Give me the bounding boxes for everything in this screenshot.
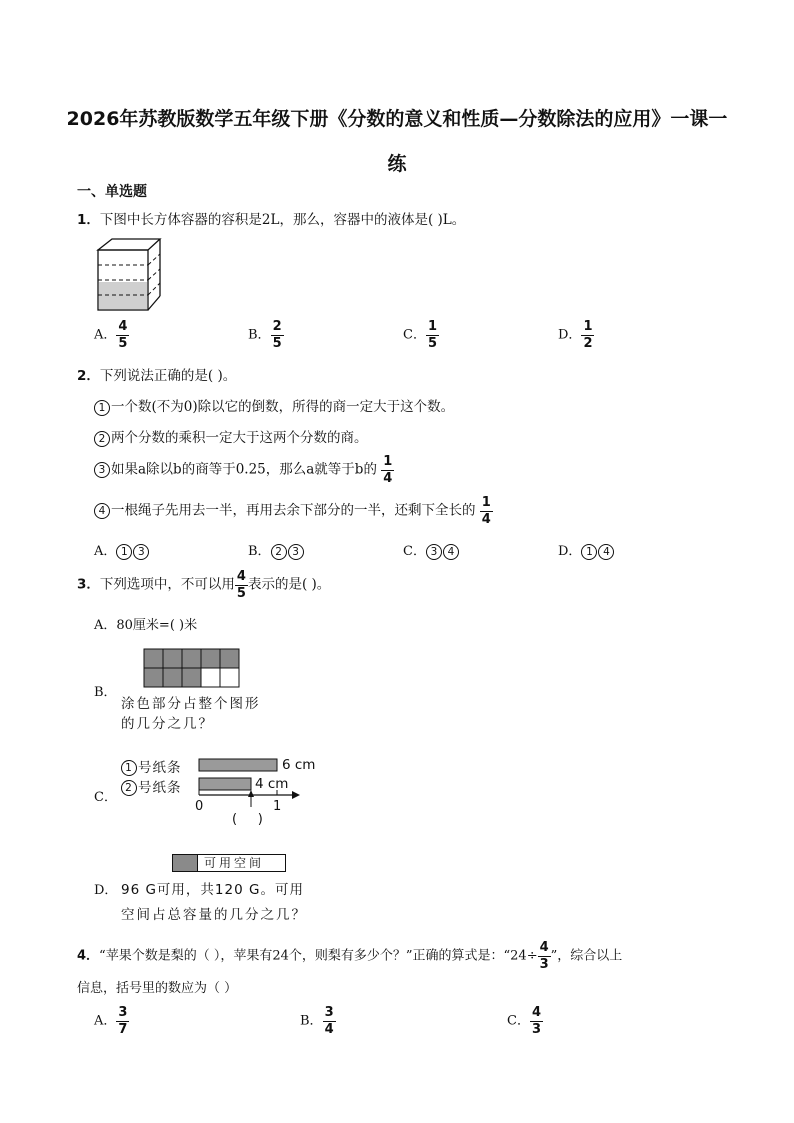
statement-text: 一根绳子先用去一半，再用去余下部分的一半，还剩下全长的 xyxy=(111,502,476,519)
q1-option-d[interactable] xyxy=(558,320,594,350)
numerator: 1 xyxy=(383,454,393,469)
statement-text: 一个数(不为0)除以它的倒数，所得的商一定大于这个数。 xyxy=(111,399,455,415)
q2-option-c[interactable] xyxy=(403,540,460,560)
statement-2 xyxy=(94,426,368,447)
denominator: 5 xyxy=(236,585,246,601)
strip-1-length: 6 cm xyxy=(282,757,316,773)
question-text: 表示的是( )。 xyxy=(247,576,331,593)
q1-option-c[interactable] xyxy=(403,320,439,350)
circled-number: 4 xyxy=(443,544,459,560)
option-label: A． xyxy=(94,327,117,343)
q4-option-a[interactable] xyxy=(94,1006,129,1036)
q4-option-c[interactable] xyxy=(507,1006,543,1036)
question-4 xyxy=(77,941,622,971)
fraction xyxy=(271,320,284,350)
option-label: D． xyxy=(558,327,582,343)
q1-option-a[interactable] xyxy=(94,320,129,350)
q3-option-d-line1: 96 G可用，共120 G。可用 xyxy=(121,882,304,898)
numerator: 4 xyxy=(236,569,246,584)
numerator: 4 xyxy=(531,1005,541,1020)
number-line-zero: 0 xyxy=(195,799,204,814)
denominator: 4 xyxy=(383,470,393,486)
question-text: 下列说法正确的是( )。 xyxy=(99,368,237,384)
fraction xyxy=(323,1006,336,1036)
circled-number: 2 xyxy=(94,431,110,447)
option-label: C． xyxy=(403,327,426,343)
circled-number: 3 xyxy=(133,544,149,560)
denominator: 4 xyxy=(324,1021,334,1037)
option-label: C． xyxy=(507,1013,530,1029)
circled-number: 4 xyxy=(94,503,110,519)
circled-number: 1 xyxy=(94,400,110,416)
denominator: 5 xyxy=(427,335,437,351)
storage-bar xyxy=(172,854,286,872)
q4-option-b[interactable] xyxy=(300,1006,336,1036)
option-label: A． xyxy=(94,618,117,633)
storage-used-fill xyxy=(173,855,198,871)
fraction xyxy=(116,1006,129,1036)
denominator: 3 xyxy=(531,1021,541,1037)
q2-option-a[interactable] xyxy=(94,540,150,560)
question-2 xyxy=(77,364,236,384)
q2-option-b[interactable] xyxy=(248,540,305,560)
storage-bar-label: 可用空间 xyxy=(204,856,265,870)
question-4-line-2: 信息，括号里的数应为（ ） xyxy=(77,981,238,996)
denominator: 2 xyxy=(583,335,593,351)
numerator: 2 xyxy=(272,319,282,334)
numerator: 1 xyxy=(481,495,491,510)
question-text: 下图中长方体容器的容积是2L，那么，容器中的液体是( )L。 xyxy=(99,212,466,228)
q3-option-d-line2: 空间占总容量的几分之几？ xyxy=(121,907,307,923)
option-label: A． xyxy=(94,544,117,559)
question-number: 1． xyxy=(77,212,100,228)
denominator: 5 xyxy=(118,335,128,351)
option-label: D． xyxy=(558,544,582,559)
fraction xyxy=(381,455,394,485)
option-label: B． xyxy=(248,327,271,343)
circled-number: 1 xyxy=(116,544,132,560)
statement-3 xyxy=(94,455,394,485)
q3-option-b-line2: 的几分之几？ xyxy=(121,716,214,732)
question-text: “苹果个数是梨的（ ），苹果有24个，则梨有多少个？”正确的算式是：“24÷ xyxy=(99,948,538,964)
circled-number: 1 xyxy=(121,760,137,776)
numerator: 4 xyxy=(539,940,549,955)
statement-1 xyxy=(94,395,454,416)
statement-text: 如果a除以b的商等于0.25，那么a就等于b的 xyxy=(111,461,377,478)
q3-option-b-line1: 涂色部分占整个图形 xyxy=(121,696,261,712)
fraction xyxy=(116,320,129,350)
fraction xyxy=(235,570,248,600)
q1-option-b[interactable] xyxy=(248,320,284,350)
q3-option-a[interactable] xyxy=(94,614,197,633)
circled-number: 2 xyxy=(271,544,287,560)
question-number: 4． xyxy=(77,948,100,964)
strip-name: 号纸条 xyxy=(138,760,182,776)
fraction xyxy=(530,1006,543,1036)
circled-number: 1 xyxy=(581,544,597,560)
fraction xyxy=(581,320,594,350)
answer-paren: ( ) xyxy=(232,812,263,827)
number-line-one: 1 xyxy=(273,799,282,814)
option-text: 80厘米=( )米 xyxy=(116,618,198,633)
page-title: 2026年苏教版数学五年级下册《分数的意义和性质—分数除法的应用》一课一 xyxy=(66,108,728,130)
circled-number: 3 xyxy=(288,544,304,560)
fraction xyxy=(538,941,551,971)
fraction xyxy=(426,320,439,350)
option-label: B． xyxy=(248,544,271,559)
denominator: 4 xyxy=(481,511,491,527)
question-text: ”，综合以上 xyxy=(550,948,623,964)
numerator: 1 xyxy=(583,319,593,334)
question-1 xyxy=(77,208,465,228)
option-label: C． xyxy=(403,544,426,559)
cuboid-container-figure xyxy=(94,236,164,314)
q3-option-b-label[interactable]: B． xyxy=(94,685,117,700)
option-label: B． xyxy=(300,1013,323,1029)
question-3 xyxy=(77,570,330,600)
page-title-continued: 练 xyxy=(387,153,407,175)
denominator: 5 xyxy=(272,335,282,351)
q3-option-c-label[interactable]: C． xyxy=(94,790,117,805)
q3-option-d-label[interactable]: D． xyxy=(94,883,118,898)
fraction xyxy=(480,496,493,526)
numerator: 4 xyxy=(118,319,128,334)
denominator: 7 xyxy=(118,1021,128,1037)
question-number: 2． xyxy=(77,368,100,384)
numerator: 3 xyxy=(118,1005,128,1020)
circled-number: 4 xyxy=(598,544,614,560)
q2-option-d[interactable] xyxy=(558,540,615,560)
statement-4 xyxy=(94,496,493,526)
circled-number: 2 xyxy=(121,780,137,796)
denominator: 3 xyxy=(539,956,549,972)
numerator: 1 xyxy=(427,319,437,334)
option-label: A． xyxy=(94,1013,117,1029)
strip-name: 号纸条 xyxy=(138,780,182,796)
strip-1-label xyxy=(121,756,182,776)
circled-number: 3 xyxy=(94,462,110,478)
question-text: 下列选项中，不可以用 xyxy=(99,576,235,593)
strip-2-length: 4 cm xyxy=(255,776,289,792)
question-number: 3． xyxy=(77,576,100,593)
statement-text: 两个分数的乘积一定大于这两个分数的商。 xyxy=(111,430,368,446)
numerator: 3 xyxy=(324,1005,334,1020)
circled-number: 3 xyxy=(426,544,442,560)
strip-2-label xyxy=(121,776,182,796)
section-heading: 一、单选题 xyxy=(77,184,147,200)
shaded-grid-figure xyxy=(143,648,243,688)
